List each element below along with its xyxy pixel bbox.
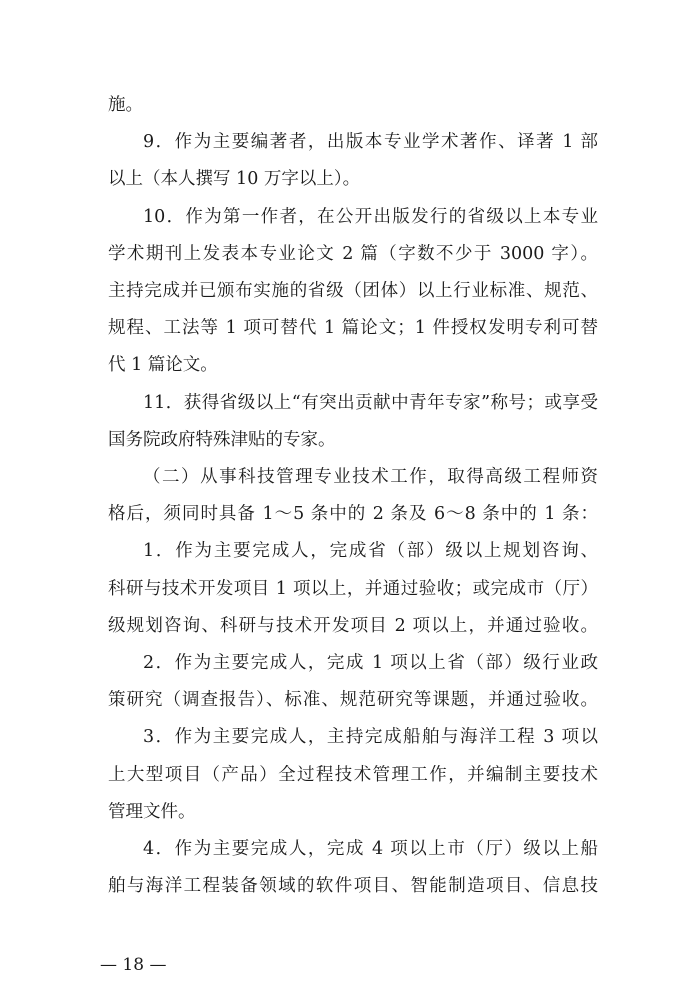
text-line-06: 主持完成并已颁布实施的省级（团体）以上行业标准、规范、	[108, 281, 598, 301]
text-line-22: 舶与海洋工程装备领域的软件项目、智能制造项目、信息技	[108, 876, 598, 897]
text-line-08: 代 1 篇论文。	[108, 355, 218, 376]
text-line-02: 9．作为主要编著者，出版本专业学术著作、译著 1 部	[143, 132, 598, 153]
text-line-07: 规程、工法等 1 项可替代 1 篇论文；1 件授权发明专利可替	[108, 318, 598, 339]
text-line-21: 4．作为主要完成人，完成 4 项以上市（厅）级以上船	[143, 839, 598, 859]
text-line-17: 策研究（调查报告）、标准、规范研究等课题，并通过验收。	[108, 690, 598, 711]
text-line-05: 学术期刊上发表本专业论文 2 篇（字数不少于 3000 字）。	[108, 243, 598, 264]
text-line-20: 管理文件。	[108, 801, 196, 822]
text-line-13: 1．作为主要完成人，完成省（部）级以上规划咨询、	[143, 541, 598, 562]
text-line-14: 科研与技术开发项目 1 项以上，并通过验收；或完成市（厅）	[108, 578, 598, 599]
page-number: — 18 —	[100, 955, 167, 975]
text-line-09: 11．获得省级以上“有突出贡献中青年专家”称号；或享受	[143, 392, 598, 413]
text-line-01: 施。	[108, 95, 143, 115]
text-line-15: 级规划咨询、科研与技术开发项目 2 项以上，并通过验收。	[108, 615, 598, 636]
text-line-16: 2．作为主要完成人，完成 1 项以上省（部）级行业政	[143, 653, 598, 673]
text-line-12: 格后，须同时具备 1～5 条中的 2 条及 6～8 条中的 1 条：	[108, 504, 598, 525]
text-line-04: 10．作为第一作者，在公开出版发行的省级以上本专业	[143, 206, 598, 227]
text-line-10: 国务院政府特殊津贴的专家。	[108, 429, 336, 450]
text-line-18: 3．作为主要完成人，主持完成船舶与海洋工程 3 项以	[143, 727, 598, 748]
text-line-19: 上大型项目（产品）全过程技术管理工作，并编制主要技术	[108, 764, 598, 785]
text-line-11: （二）从事科技管理专业技术工作，取得高级工程师资	[143, 467, 598, 487]
text-line-03: 以上（本人撰写 10 万字以上）。	[108, 169, 361, 190]
